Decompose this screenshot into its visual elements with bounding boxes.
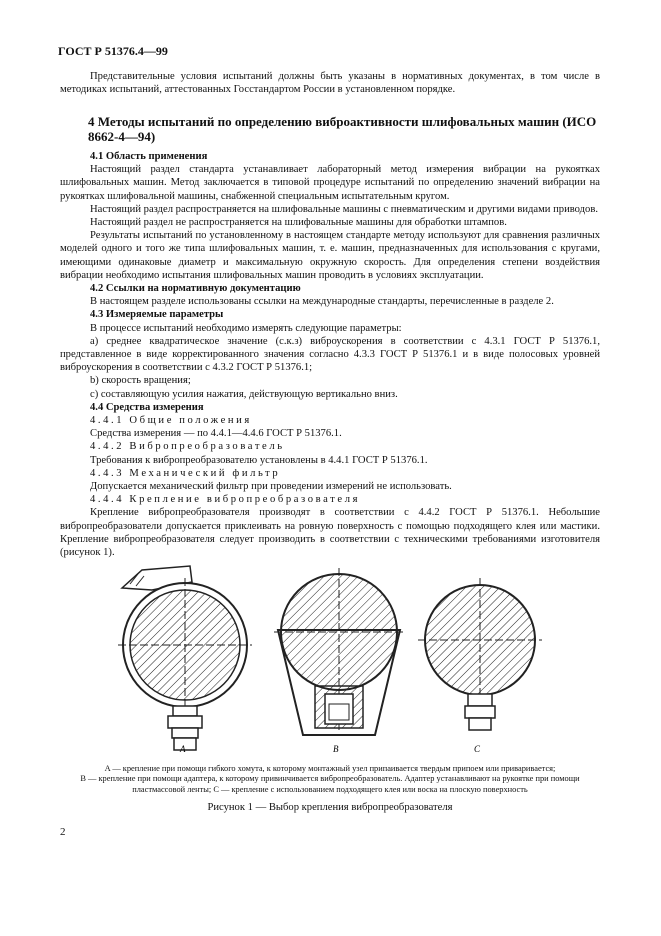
s43-p1: В процессе испытаний необходимо измерять следующие параметры: bbox=[90, 322, 402, 334]
s42-title: 4.2 Ссылки на нормативную документацию bbox=[90, 283, 301, 295]
s444-title: 4.4.4 Крепление вибропреобразователя bbox=[90, 494, 361, 506]
s44-title: 4.4 Средства измерения bbox=[90, 401, 204, 413]
s441-title: 4.4.1 Общие положения bbox=[90, 415, 252, 427]
caption-bc: B — крепление при помощи адаптера, к которому привинчивается вибропреобразователь. Адаптер устанавливают на рукоятке при помощи пластмассовой ленты; C — крепление с использованием подходящего клея или воска на плоскую поверхность bbox=[80, 774, 580, 794]
figure-1-drawing bbox=[60, 560, 620, 760]
intro-block bbox=[60, 70, 600, 96]
intro-paragraph: Представительные условия испытаний должны быть указаны в нормативных документах, в том числе в методиках испытаний, аттестованных Госстандартом России в установленном порядке. bbox=[60, 71, 600, 96]
s443-title: 4.4.3 Механический фильтр bbox=[90, 467, 281, 479]
figure-label-b: B bbox=[333, 744, 339, 754]
figure-b-adapter-mount bbox=[274, 568, 404, 735]
figure-c-adhesive-mount bbox=[418, 578, 542, 730]
s443-p: Допускается механический фильтр при проведении измерений не использовать. bbox=[90, 481, 452, 493]
section-4-body bbox=[60, 150, 600, 559]
page-number: 2 bbox=[60, 826, 66, 838]
s43-b: b) скорость вращения; bbox=[90, 375, 191, 387]
s41-p4: Результаты испытаний по установленному в настоящем стандарте методу используют для сравнения различных моделей одного и того же типа шлифовальных машин, т. е. машин, предназначенных для использования с кругами, имеющими одинаковые диаметр и максимальную окружную скорость. Для определения степени воздействия вибрации необходимо испытания шлифовальных машин проводить в условиях эксплуатации. bbox=[60, 230, 600, 281]
figure-label-a: A bbox=[180, 744, 186, 754]
s42-p1: В настоящем разделе использованы ссылки на международные стандарты, перечисленные в разделе 2. bbox=[90, 296, 554, 308]
s41-title: 4.1 Область применения bbox=[90, 151, 208, 162]
s444-p: Крепление вибропреобразователя производят в соответствии с 4.4.2 ГОСТ Р 51376.1. Небольшие вибропреобразователи допускается приклеивать на ровную поверхность с помощью подходящего клея или мастики. Крепление вибропреобразователя следует производить в соответствии с техническими требованиями изготовителя (рисунок 1). bbox=[60, 507, 600, 559]
section-4-title: 4 Методы испытаний по определению виброактивности шлифовальных машин (ИСО 8662-4—94) bbox=[88, 114, 597, 144]
s41-p1: Настоящий раздел стандарта устанавливает лабораторный метод измерения вибрации на рукоятках шлифовальных машин. Метод заключается в типовой процедуре испытаний по определению значений вибрации на рукоятках шлифовальной машины, снабженной специальным испытательным кругом. bbox=[60, 164, 600, 202]
s41-p2: Настоящий раздел распространяется на шлифовальные машины с пневматическим и другими видами приводов. bbox=[90, 203, 599, 215]
figure-title: Рисунок 1 — Выбор крепления вибропреобразователя bbox=[207, 802, 453, 813]
s442-p: Требования к вибропреобразователю установлены в 4.4.1 ГОСТ Р 51376.1. bbox=[90, 454, 428, 466]
s43-title: 4.3 Измеряемые параметры bbox=[90, 309, 224, 321]
s41-p3: Настоящий раздел не распространяется на шлифовальные машины для обработки штампов. bbox=[90, 217, 507, 229]
figure-a-clamp-mount bbox=[118, 566, 252, 750]
s442-title: 4.4.2 Вибропреобразователь bbox=[90, 441, 285, 453]
s43-c: c) составляющую усилия нажатия, действующую вертикально вниз. bbox=[90, 388, 398, 400]
s43-a: a) среднее квадратическое значение (с.к.з) виброускорения в соответствии с 4.3.1 ГОСТ Р 51376.1, представленное в виде корректированного значения согласно 4.3.3 ГОСТ Р 51376.1 и в виде полосовых уровней виброускорения в соответствии с 4.3.2 ГОСТ Р 51376.1; bbox=[60, 335, 600, 374]
document-header: ГОСТ Р 51376.4—99 bbox=[58, 44, 168, 58]
caption-a: A — крепление при помощи гибкого хомута, к которому монтажный узел припаивается твердым припоем или приваривается; bbox=[104, 764, 556, 773]
s441-p: Средства измерения — по 4.4.1—4.4.6 ГОСТ Р 51376.1. bbox=[90, 428, 342, 440]
figure-caption bbox=[60, 764, 600, 795]
figure-label-c: C bbox=[474, 744, 481, 754]
